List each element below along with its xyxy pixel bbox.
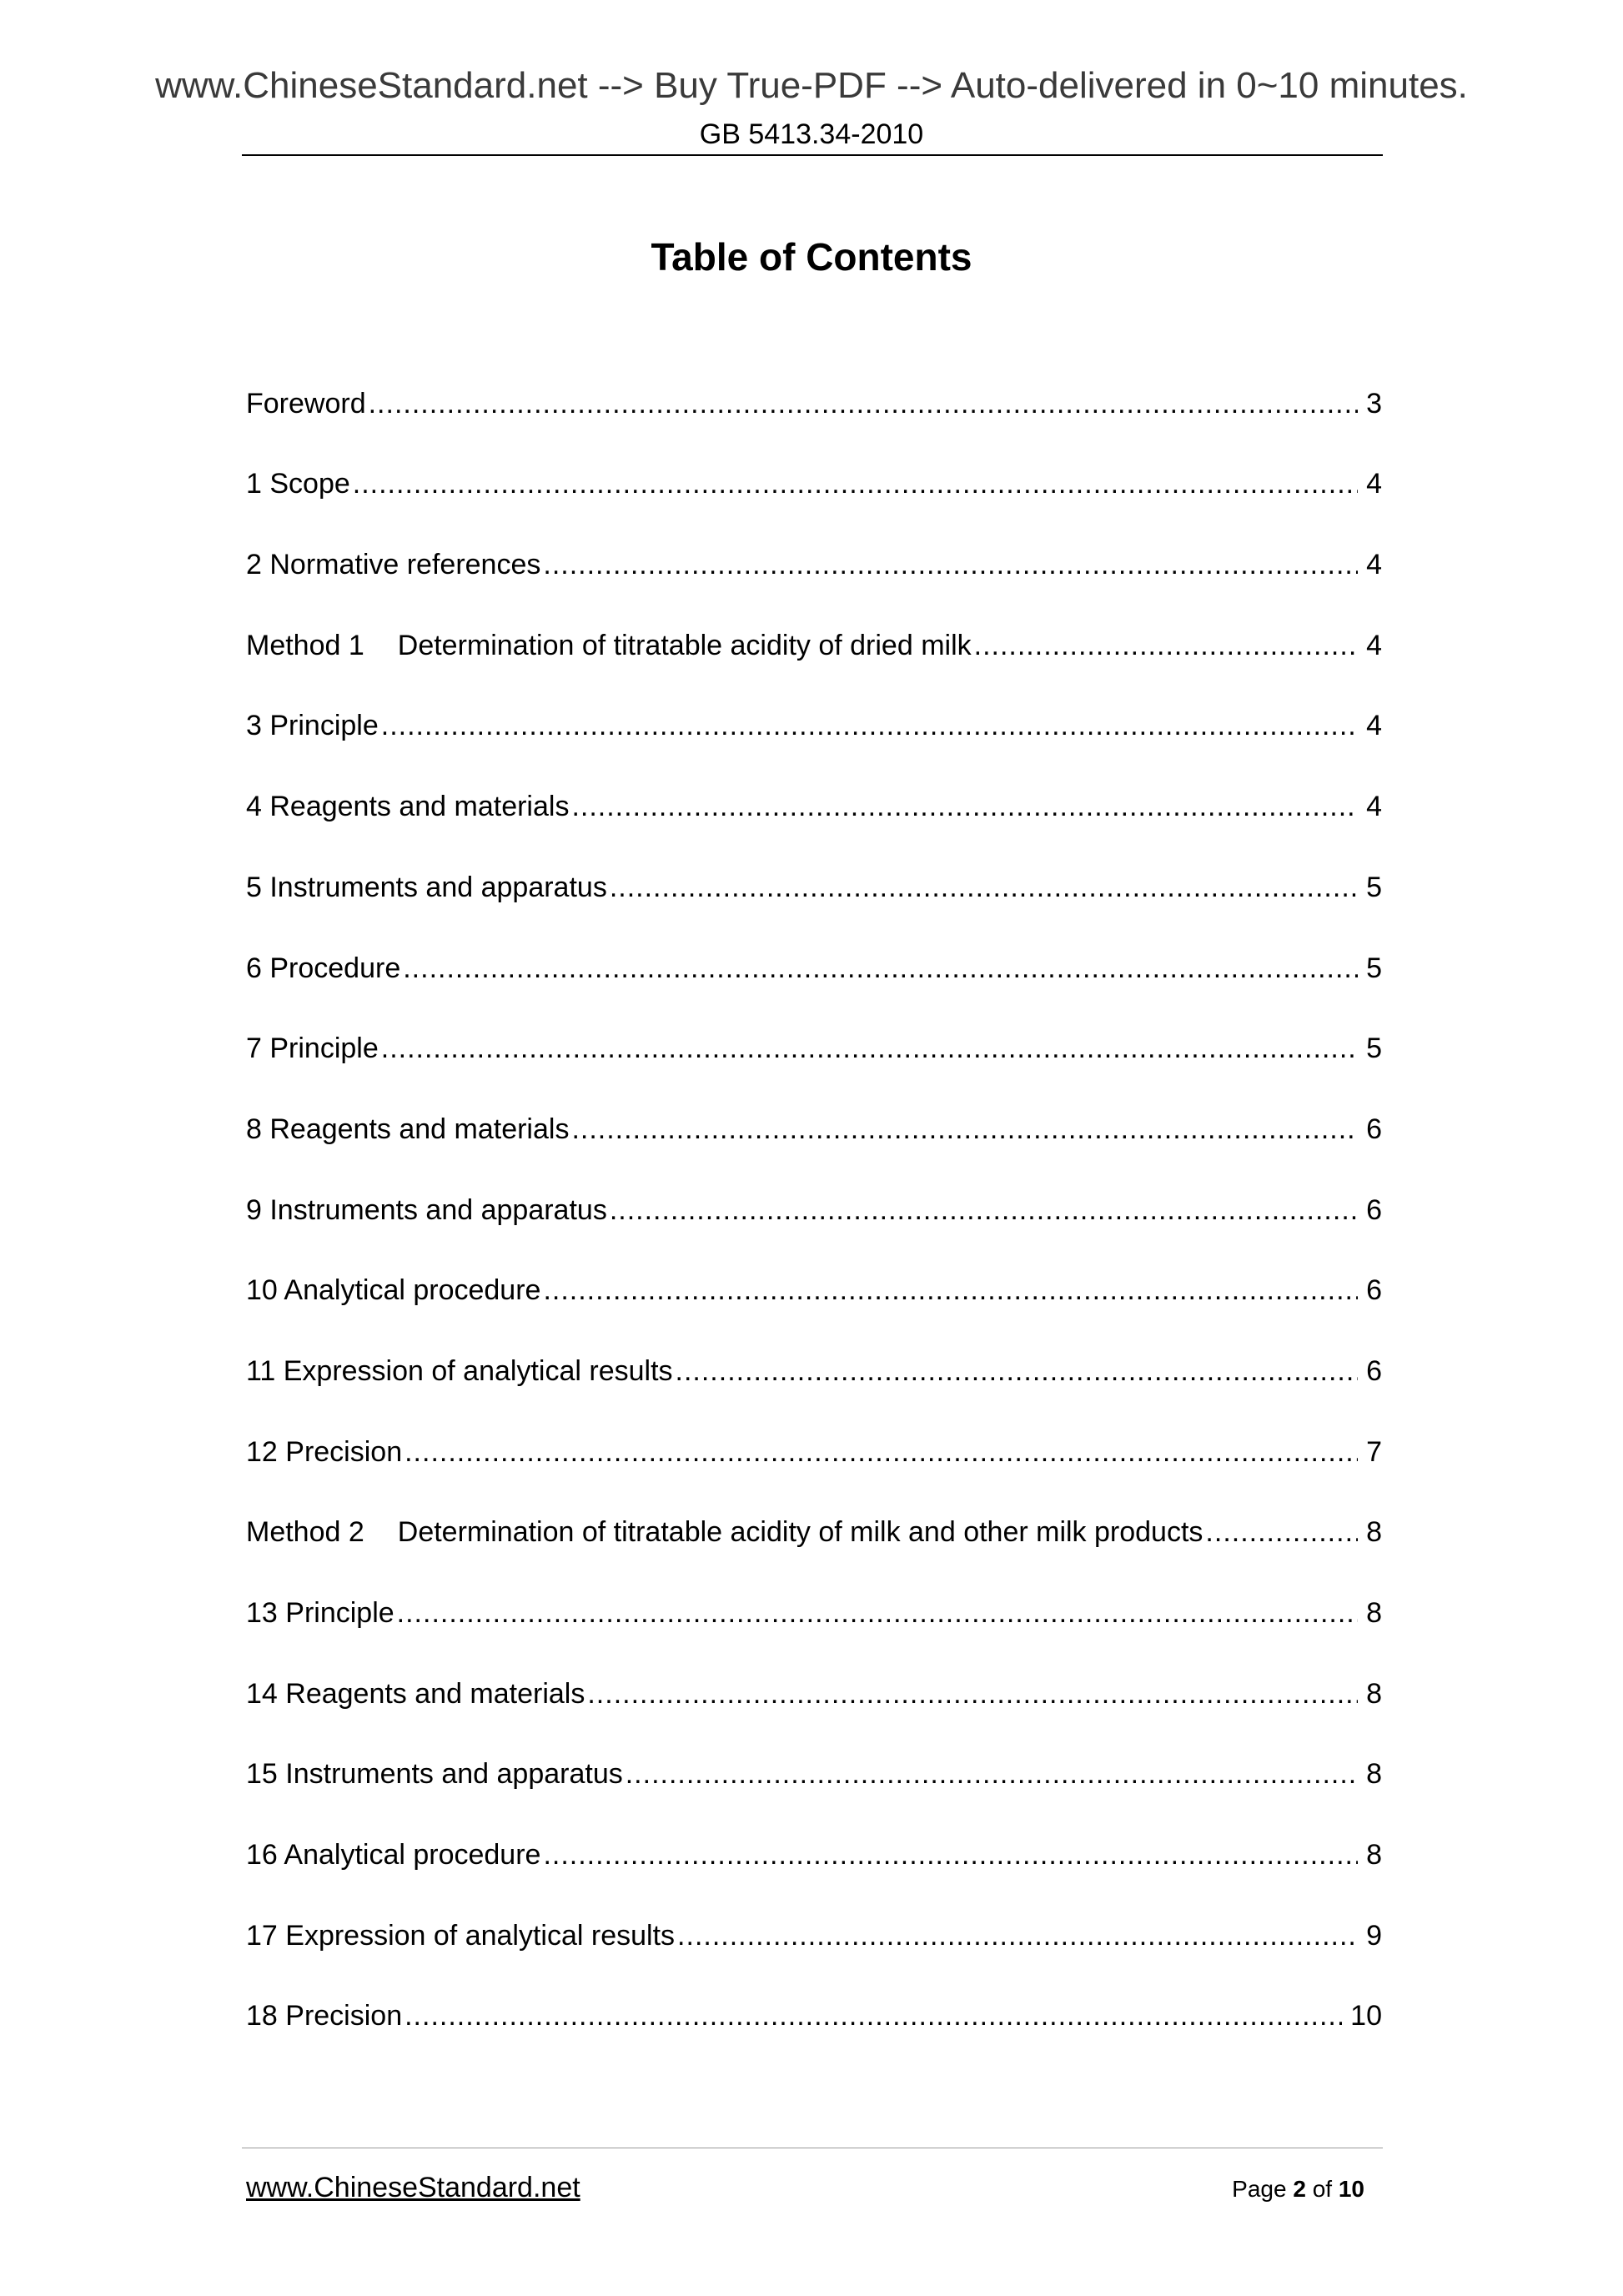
toc-entry[interactable] <box>246 505 1382 585</box>
toc-entry-label: 6 Procedure <box>246 952 401 984</box>
toc-entry-page: 4 <box>1366 468 1382 500</box>
dot-leader <box>677 1915 1358 1957</box>
dot-leader <box>543 1834 1358 1876</box>
toc-entry-page: 4 <box>1366 629 1382 661</box>
toc-entry[interactable] <box>246 1231 1382 1312</box>
table-of-contents <box>246 344 1382 2037</box>
toc-entry-label: 1 Scope <box>246 468 350 500</box>
toc-entry[interactable] <box>246 1957 1382 2037</box>
dot-leader <box>626 1753 1358 1795</box>
dot-leader <box>404 1995 1342 2037</box>
toc-entry-page: 6 <box>1366 1113 1382 1145</box>
toc-entry-label: 18 Precision <box>246 2000 403 2032</box>
dot-leader <box>543 1269 1358 1311</box>
toc-entry[interactable] <box>246 827 1382 908</box>
toc-entry-label <box>246 1511 1205 1553</box>
toc-entry[interactable] <box>246 989 1382 1070</box>
page-title: Table of Contents <box>651 235 972 279</box>
toc-entry-page: 4 <box>1366 791 1382 823</box>
toc-entry[interactable] <box>246 1876 1382 1957</box>
toc-entry-page: 5 <box>1366 952 1382 984</box>
dot-leader <box>543 544 1358 585</box>
toc-entry[interactable] <box>246 1473 1382 1554</box>
toc-entry-page: 9 <box>1366 1919 1382 1952</box>
toc-entry[interactable] <box>246 1553 1382 1634</box>
toc-entry[interactable] <box>246 1795 1382 1876</box>
dot-leader <box>353 463 1358 505</box>
toc-entry-label: 4 Reagents and materials <box>246 791 570 823</box>
page-prefix: Page <box>1232 2176 1287 2202</box>
toc-entry-label: 10 Analytical procedure <box>246 1274 541 1307</box>
toc-entry-page: 6 <box>1366 1274 1382 1307</box>
toc-entry[interactable] <box>246 344 1382 425</box>
toc-entry[interactable] <box>246 1150 1382 1231</box>
toc-entry-label: 14 Reagents and materials <box>246 1677 585 1710</box>
toc-entry-page: 8 <box>1366 1516 1382 1549</box>
dot-leader <box>1205 1511 1358 1553</box>
toc-entry-page: 8 <box>1366 1758 1382 1791</box>
dot-leader <box>571 786 1358 827</box>
toc-entry-label: 17 Expression of analytical results <box>246 1919 676 1952</box>
toc-entry-label: Foreword <box>246 387 366 420</box>
dot-leader <box>381 705 1358 746</box>
toc-entry-page: 8 <box>1366 1839 1382 1871</box>
toc-entry[interactable] <box>246 1311 1382 1392</box>
toc-entry-page: 6 <box>1366 1354 1382 1387</box>
toc-entry-title: Determination of titratable acidity of milk and other milk products <box>397 1516 1203 1549</box>
toc-entry-page: 5 <box>1366 871 1382 903</box>
toc-entry-label: 5 Instruments and apparatus <box>246 871 607 903</box>
dot-leader <box>369 383 1358 425</box>
toc-entry-label: 11 Expression of analytical results <box>246 1354 673 1387</box>
toc-entry-label: 2 Normative references <box>246 549 541 581</box>
site-banner: www.ChineseStandard.net --> Buy True-PDF --> Auto-delivered in 0~10 minutes. <box>155 65 1468 106</box>
toc-entry[interactable] <box>246 908 1382 989</box>
toc-entry[interactable] <box>246 1069 1382 1150</box>
toc-entry-page: 6 <box>1366 1193 1382 1226</box>
dot-leader <box>571 1108 1358 1150</box>
toc-entry-page: 4 <box>1366 549 1382 581</box>
page-number <box>1232 2176 1364 2203</box>
dot-leader <box>587 1673 1358 1715</box>
toc-entry[interactable] <box>246 425 1382 505</box>
dot-leader <box>610 1189 1358 1231</box>
dot-leader <box>610 867 1358 908</box>
toc-entry-label <box>246 625 974 666</box>
toc-entry-label: 16 Analytical procedure <box>246 1839 541 1871</box>
toc-entry-title: Determination of titratable acidity of dried milk <box>397 629 972 661</box>
toc-entry-page: 5 <box>1366 1032 1382 1065</box>
toc-entry-page: 10 <box>1350 2000 1382 2032</box>
toc-entry[interactable] <box>246 585 1382 666</box>
toc-entry-page: 7 <box>1366 1435 1382 1468</box>
toc-entry-label: 8 Reagents and materials <box>246 1113 570 1145</box>
toc-entry-page: 3 <box>1366 387 1382 420</box>
header-divider <box>242 154 1383 156</box>
toc-entry-label: 7 Principle <box>246 1032 379 1065</box>
toc-entry[interactable] <box>246 746 1382 827</box>
dot-leader <box>381 1027 1358 1069</box>
toc-entry-label: 12 Precision <box>246 1435 403 1468</box>
total-pages: 10 <box>1338 2176 1364 2202</box>
toc-entry[interactable] <box>246 1392 1382 1473</box>
standard-code: GB 5413.34-2010 <box>699 118 924 150</box>
toc-entry-label: 3 Principle <box>246 710 379 742</box>
page-of: of <box>1312 2176 1333 2202</box>
toc-entry-page: 8 <box>1366 1597 1382 1629</box>
footer-site-link[interactable]: www.ChineseStandard.net <box>246 2172 580 2203</box>
dot-leader <box>404 1431 1358 1473</box>
toc-entry-method: Method 2 <box>246 1516 364 1549</box>
toc-entry-label: 15 Instruments and apparatus <box>246 1758 623 1791</box>
toc-entry-page: 4 <box>1366 710 1382 742</box>
dot-leader <box>403 947 1358 989</box>
current-page: 2 <box>1293 2176 1306 2202</box>
toc-entry-label: 13 Principle <box>246 1597 394 1629</box>
toc-entry-method: Method 1 <box>246 629 364 661</box>
dot-leader <box>676 1350 1359 1392</box>
toc-entry-label: 9 Instruments and apparatus <box>246 1193 607 1226</box>
dot-leader <box>974 625 1358 666</box>
toc-entry[interactable] <box>246 1715 1382 1796</box>
toc-entry[interactable] <box>246 1634 1382 1715</box>
dot-leader <box>397 1592 1358 1634</box>
toc-entry-page: 8 <box>1366 1677 1382 1710</box>
toc-entry[interactable] <box>246 666 1382 747</box>
